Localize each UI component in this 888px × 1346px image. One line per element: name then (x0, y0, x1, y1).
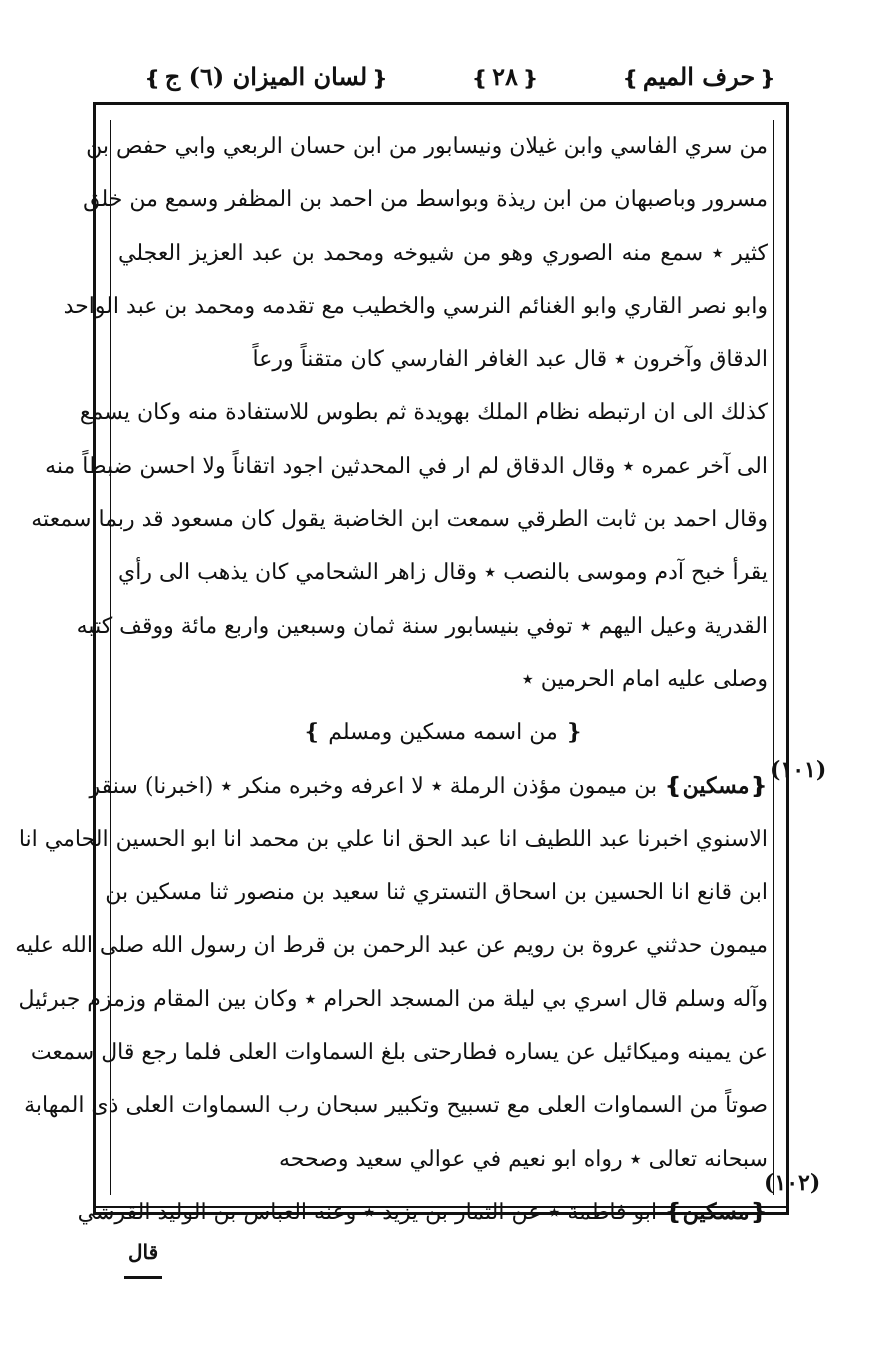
ornament-close-icon: ❵ (664, 1198, 683, 1225)
text-line: القدرية وعيل اليهم ٭ توفي بنيسابور سنة ثمان وسبعين واربع مائة ووقف كتبه (76, 613, 768, 639)
section-heading-text: من اسمه مسكين ومسلم (328, 720, 558, 746)
text-line: يقرأ خبح آدم وموسى بالنصب ٭ وقال زاهر الشحامي كان يذهب الى رأي (118, 560, 768, 586)
header-chapter-text: حرف الميم (642, 61, 756, 91)
entry-number: (١٠١) (770, 757, 827, 783)
entry-name (664, 1199, 768, 1225)
page-number-text: ٢٨ (492, 61, 518, 91)
text-line: كذلك الى ان ارتبطه نظام الملك بهويدة ثم بطوس للاستفادة منه وكان يسمع (79, 400, 768, 426)
entry-name-text: مسكين (682, 772, 750, 799)
text-line: وابو نصر القاري وابو الغنائم النرسي والخطيب مع تقدمه ومحمد بن عبد الواحد (63, 293, 768, 319)
text-line: سبحانه تعالى ٭ رواه ابو نعيم في عوالي سعيد وصححه (278, 1146, 768, 1172)
section-heading (118, 706, 768, 759)
text-line: مسرور وباصبهان من ابن ريذة وبواسط من احمد بن المظفر وسمع من خلق (83, 187, 768, 213)
ornament-open-icon: ❴ (759, 65, 776, 90)
ornament-close-icon: ❵ (622, 65, 639, 90)
header-book-title-text: لسان الميزان (٦) ج (164, 61, 368, 91)
header-book-title (140, 62, 392, 91)
ornament-close-icon: ❵ (471, 65, 489, 90)
entry-first-line (89, 760, 768, 813)
header-chapter (618, 62, 780, 91)
entry-name-text: مسكين (682, 1198, 750, 1225)
text-line: وقال احمد بن ثابت الطرقي سمعت ابن الخاضبة يقول كان مسعود قد ربما سمعته (31, 507, 768, 533)
entry-text: بن ميمون مؤذن الرملة ٭ لا اعرفه وخبره منكر ٭ (اخبرنا) سنقر (89, 773, 658, 799)
page-number (467, 62, 542, 91)
main-text (15, 120, 768, 1239)
ornament-open-icon: ❴ (521, 65, 539, 90)
entry-number: (١٠٢) (764, 1170, 821, 1196)
ornament-close-icon: ❵ (664, 772, 683, 799)
ornament-open-icon: ❴ (564, 720, 584, 746)
entry-name (664, 773, 768, 799)
text-line: صوتاً من السماوات العلى مع تسبيح وتكبير سبحان رب السماوات العلى ذى المهابة (24, 1093, 768, 1119)
text-line: من سري الفاسي وابن غيلان ونيسابور من ابن حسان الربعي وابي حفص بن (86, 134, 768, 159)
text-line: الدقاق وآخرون ٭ قال عبد الغافر الفارسي كان متقناً ورعاً (252, 347, 768, 373)
text-line: ابن قانع انا الحسين بن اسحاق التستري ثنا سعيد بن منصور ثنا مسكين بن (105, 880, 768, 906)
ornament-open-icon: ❴ (749, 1198, 768, 1225)
catchword: قال (128, 1240, 159, 1264)
entry-first-line (77, 1186, 768, 1239)
ornament-open-icon: ❴ (371, 65, 388, 90)
catchword-rule (124, 1276, 162, 1279)
text-line: وآله وسلم قال اسري بي ليلة من المسجد الحرام ٭ وكان بين المقام وزمزم جبرئيل (18, 986, 768, 1012)
text-line: الاسنوي اخبرنا عبد اللطيف انا عبد الحق انا علي بن محمد انا ابو الحسين الحامي انا (18, 826, 768, 852)
ornament-close-icon: ❵ (302, 720, 322, 746)
ornament-open-icon: ❴ (749, 772, 768, 799)
text-line: كثير ٭ سمع منه الصوري وهو من شيوخه ومحمد بن عبد العزيز العجلي (118, 240, 768, 266)
entry-text: ابو فاطمة ٭ عن التمار بن يزيد ٭ وعنه العباس بن الوليد القرشي (77, 1199, 658, 1225)
text-line: عن يمينه وميكائيل عن يساره فطارحتى بلغ السماوات العلى فلما رجع قال سمعت (30, 1040, 768, 1066)
text-line: ميمون حدثني عروة بن رويم عن عبد الرحمن بن قرط ان رسول الله صلى الله عليه (15, 933, 768, 959)
text-line: وصلى عليه امام الحرمين ٭ (521, 666, 768, 692)
running-header (140, 55, 780, 97)
ornament-close-icon: ❵ (144, 65, 161, 90)
text-line: الى آخر عمره ٭ وقال الدقاق لم ار في المحدثين اجود اتقاناً ولا احسن ضبطاً منه (45, 453, 768, 479)
